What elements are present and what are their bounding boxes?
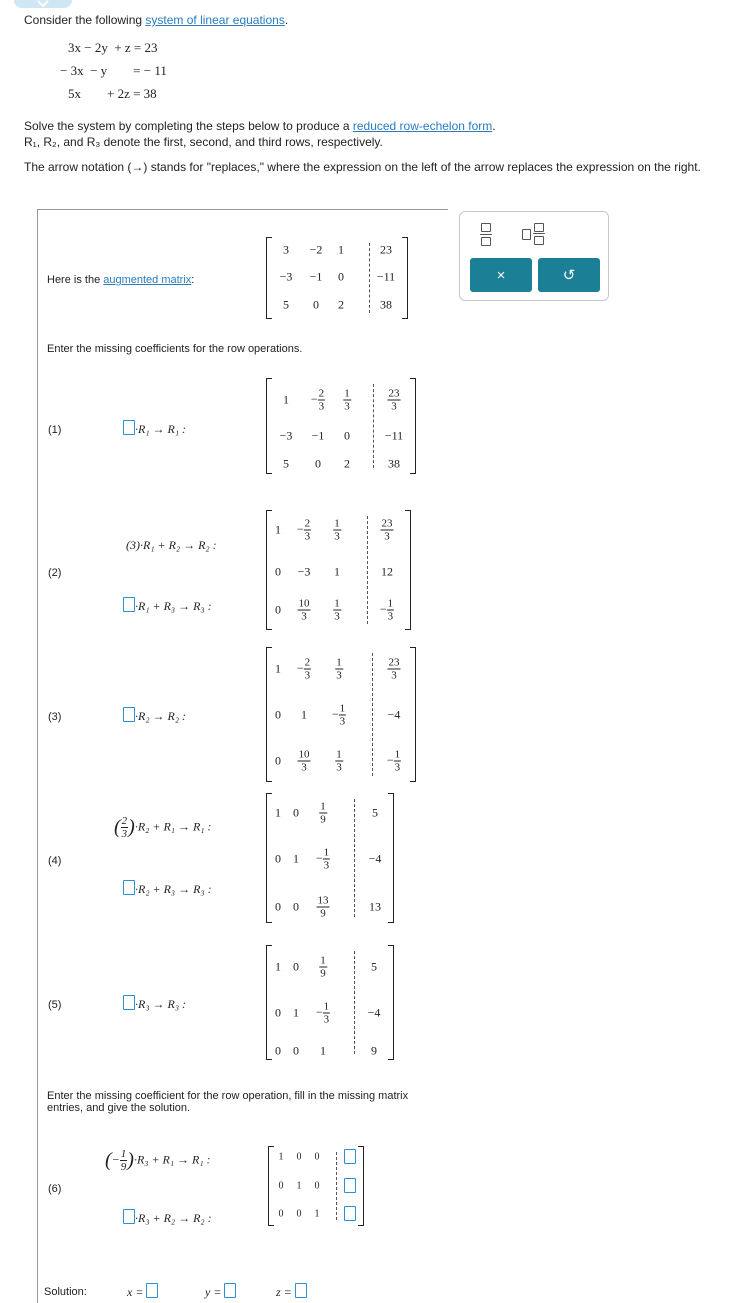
- matrix-entry-input-1[interactable]: [344, 1149, 356, 1164]
- solution-x: [127, 1283, 158, 1300]
- coef-given: (3): [126, 538, 140, 552]
- instructions: Enter the missing coefficients for the row operations.: [47, 343, 303, 355]
- step-2-op-a: [126, 538, 217, 553]
- coef-num: 2: [121, 815, 128, 827]
- z-label: z =: [276, 1285, 292, 1299]
- step-6-label: (6): [48, 1183, 62, 1195]
- step-3-op: [123, 707, 186, 724]
- step-4-op-a: ( $\frac{2}{3}$ )·R₂ + R₁ → R₁ :: [114, 815, 212, 840]
- close-button[interactable]: ×: [470, 258, 532, 292]
- equation-3: 5x + 2z = 38: [68, 86, 157, 101]
- equation-1: 3x − 2y + z = 23: [68, 40, 158, 55]
- collapse-tab[interactable]: [14, 0, 72, 8]
- math-toolbar: [459, 211, 609, 301]
- solution-z: [276, 1283, 307, 1300]
- solution-y: [205, 1283, 236, 1300]
- matrix-entry-input-3[interactable]: [344, 1206, 356, 1221]
- matrix-2: 1 − $\frac{2}{3}$ $\frac{1}{3}$ $\frac{23}{3}$ 0 −3 1 12 0 $\frac{10}{3}$ $\frac{1}{3}$ − $\frac{1}{3}$: [266, 510, 411, 630]
- coef-den: 3: [121, 828, 128, 840]
- y-label: y =: [205, 1285, 222, 1299]
- step-5-op: [123, 995, 186, 1012]
- equation-2: − 3x − y = − 11: [60, 63, 167, 78]
- op-text: ·R₁ → R₁ :: [135, 422, 186, 436]
- op-text: ·R₃ → R₃ :: [135, 997, 186, 1011]
- solve-text-end: .: [492, 119, 496, 133]
- fraction-icon[interactable]: [480, 223, 492, 246]
- matrix-4: 1 0 $\frac{1}{9}$ 5 0 1 − $\frac{1}{3}$ −4 0 0 $\frac{13}{9}$ 13: [266, 793, 394, 923]
- op-text: ·R₁ + R₂ → R₂ :: [140, 538, 217, 552]
- op-text: ·R₁ + R₃ → R₃ :: [135, 599, 212, 613]
- op-text: ·R₂ → R₂ :: [135, 709, 186, 723]
- arrow-note: The arrow notation (→) stands for "replaces," where the expression on the left of the arrow replaces the expression on the right.: [24, 160, 701, 174]
- step-5-label: (5): [48, 999, 62, 1011]
- augmented-matrix: 3 −2 1 23 −3 −1 0 −11 5 0 2 38: [266, 237, 408, 319]
- coef-den: 9: [120, 1161, 127, 1173]
- x-label: x =: [127, 1285, 144, 1299]
- matrix-6: 1 0 0 0 1 0 0 0 1: [268, 1146, 364, 1226]
- solution-label: Solution:: [44, 1286, 87, 1298]
- augmented-label: [47, 274, 194, 286]
- y-input[interactable]: [224, 1283, 236, 1298]
- augmented-matrix-link[interactable]: augmented matrix: [103, 274, 192, 286]
- step-6-op-a: (− $\frac{1}{9}$ )·R₃ + R₁ → R₁ :: [105, 1148, 211, 1173]
- coef-input-4[interactable]: [123, 880, 135, 895]
- step-3-label: (3): [48, 711, 62, 723]
- step-4-label: (4): [48, 855, 62, 867]
- chevron-down-icon: [36, 0, 50, 8]
- z-input[interactable]: [295, 1283, 307, 1298]
- intro-text: Consider the following: [24, 13, 146, 27]
- augmented-text: Here is the: [47, 274, 104, 286]
- coef-input-1[interactable]: [123, 420, 135, 435]
- x-input[interactable]: [146, 1283, 158, 1298]
- step-6-op-b: [123, 1209, 212, 1226]
- coef-input-6[interactable]: [123, 1209, 135, 1224]
- step-1-op: [123, 420, 186, 437]
- coef-input-3[interactable]: [123, 707, 135, 722]
- instructions-final: Enter the missing coefficient for the row operation, fill in the missing matrix entries, and give the solution.: [47, 1090, 409, 1114]
- step-2-op-b: [123, 597, 212, 614]
- coef-input-2[interactable]: [123, 597, 135, 612]
- coef-input-5[interactable]: [123, 995, 135, 1010]
- augmented-colon: :: [191, 274, 195, 286]
- op-text: ·R₃ + R₂ → R₂ :: [135, 1211, 212, 1225]
- undo-button[interactable]: ↺: [538, 258, 600, 292]
- linear-equations-link[interactable]: system of linear equations: [145, 13, 285, 27]
- intro-line: [24, 13, 288, 28]
- coef-num: 1: [120, 1148, 127, 1160]
- op-text: ·R₂ + R₃ → R₃ :: [135, 882, 212, 896]
- op-text: ·R₂ + R₁ → R₁ :: [134, 819, 212, 834]
- matrix-3: 1 − $\frac{2}{3}$ $\frac{1}{3}$ $\frac{23}{3}$ 0 1 − $\frac{1}{3}$ −4 0 $\frac{10}{3}$ $\frac{1}{3}$ − $\frac{1}{3}$: [266, 647, 416, 782]
- solve-text: Solve the system by completing the steps below to produce a: [24, 119, 353, 133]
- step-2-label: (2): [48, 567, 62, 579]
- rref-link[interactable]: reduced row-echelon form: [352, 119, 493, 133]
- step-1-label: (1): [48, 424, 62, 436]
- matrix-1: 1 − $\frac{2}{3}$ $\frac{1}{3}$ $\frac{23}{3}$ −3 −1 0 −11 5 0 2 38: [266, 378, 416, 474]
- matrix-entry-input-2[interactable]: [344, 1178, 356, 1193]
- op-text: ·R₃ + R₁ → R₁ :: [133, 1152, 211, 1167]
- intro-text-end: .: [284, 13, 289, 27]
- rows-note: R₁, R₂, and R₃ denote the first, second, and third rows, respectively.: [24, 135, 383, 149]
- step-4-op-b: [123, 880, 212, 897]
- matrix-5: 1 0 $\frac{1}{9}$ 5 0 1 − $\frac{1}{3}$ −4 0 0 1 9: [266, 945, 394, 1060]
- solve-line: [24, 119, 496, 134]
